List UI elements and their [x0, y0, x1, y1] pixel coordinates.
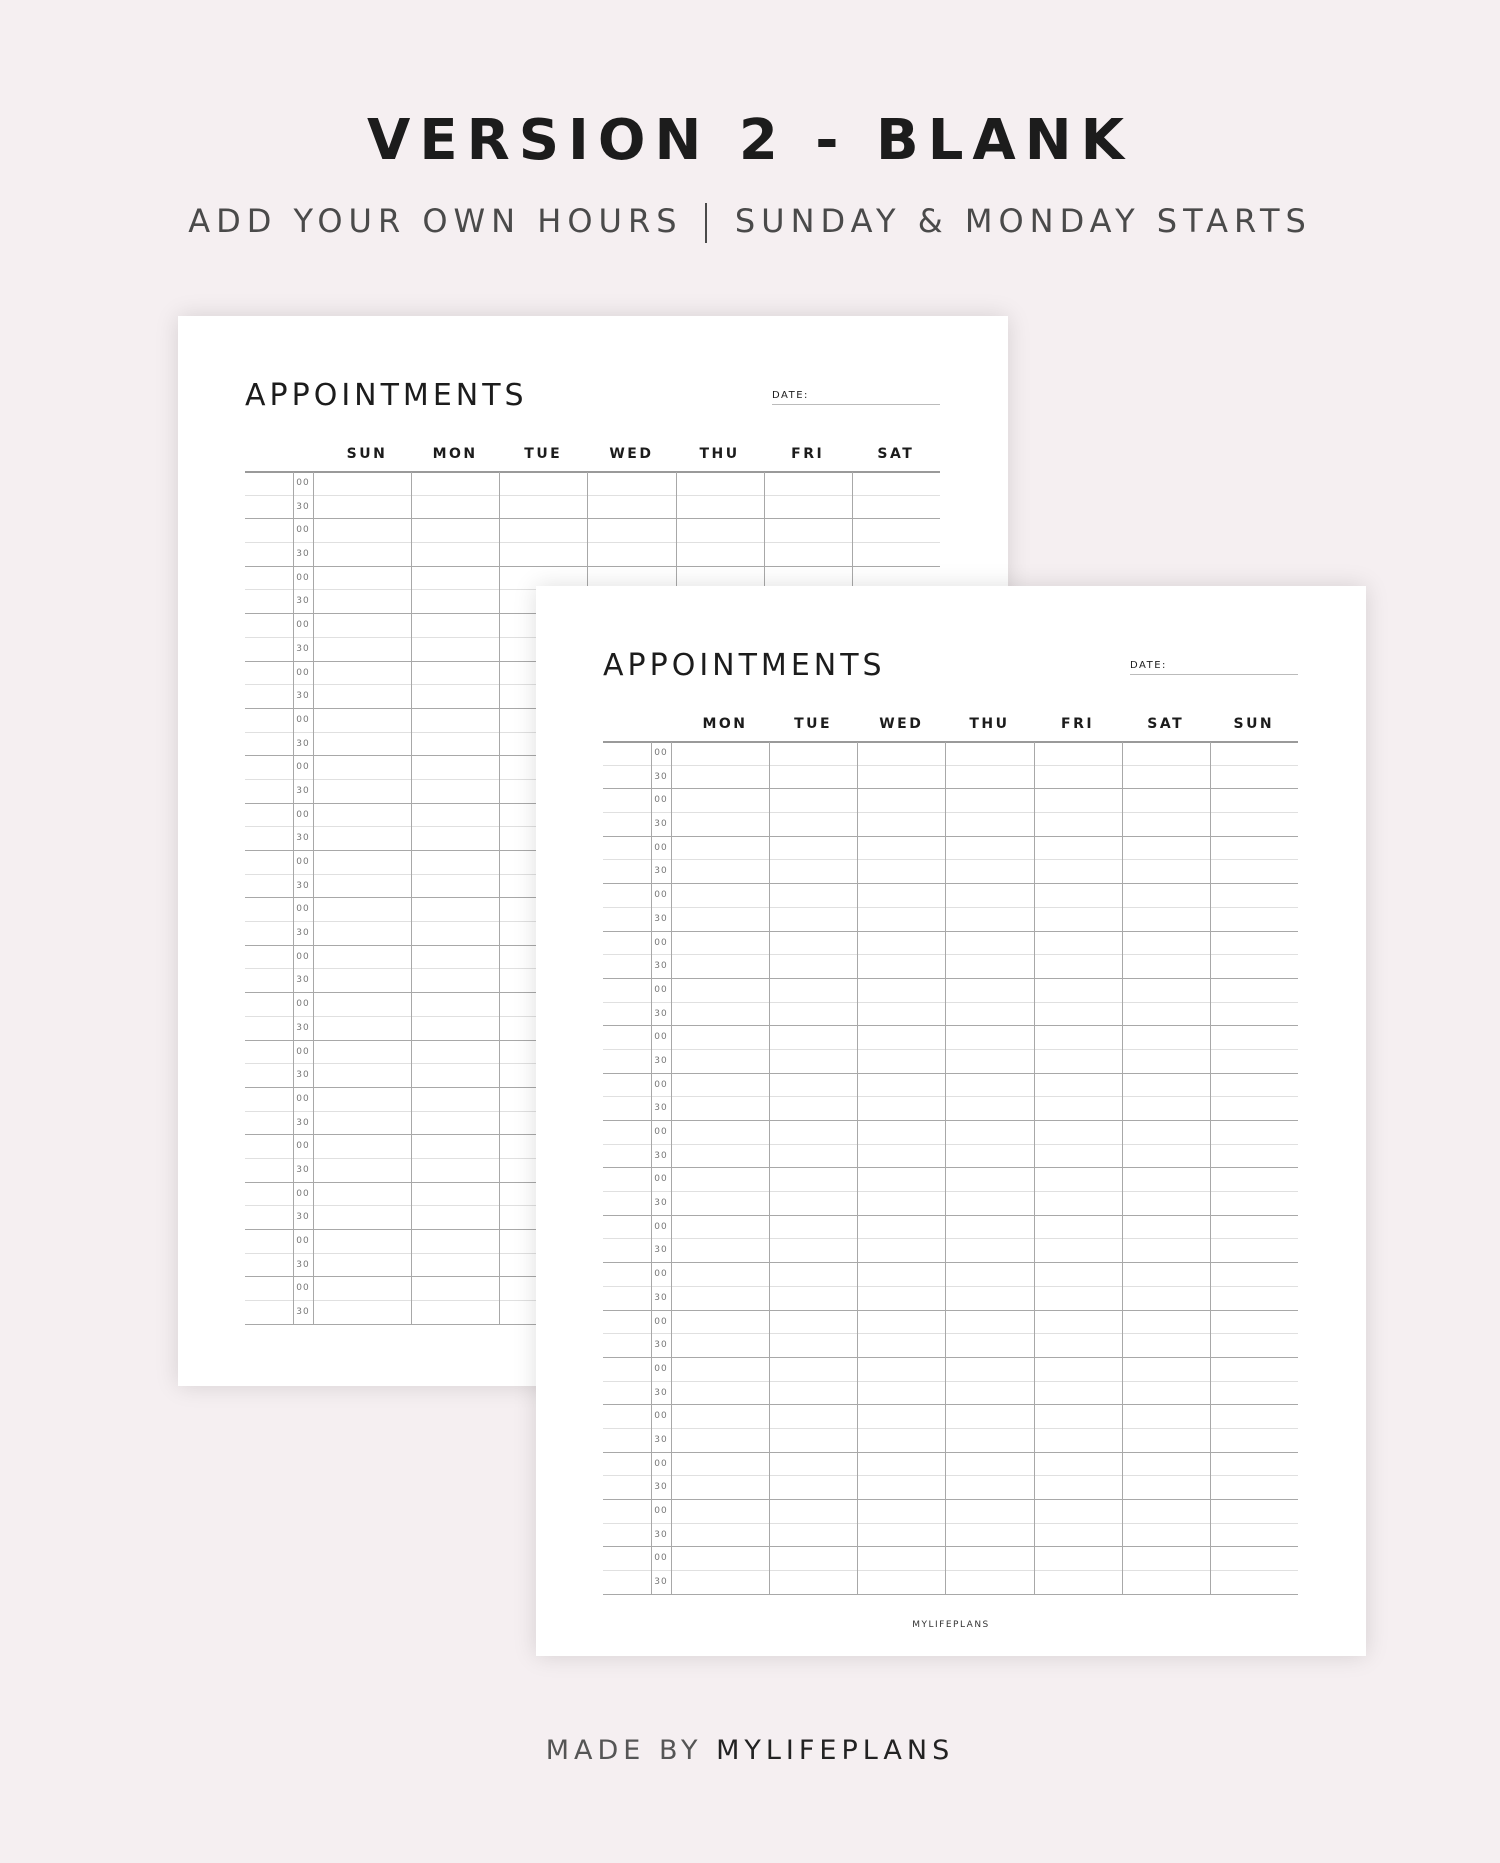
time-slot-row[interactable] — [245, 496, 940, 520]
day-header-sat: SAT — [1147, 716, 1185, 732]
time-slot-row[interactable] — [603, 1026, 1298, 1050]
day-header-sun: SUN — [1233, 716, 1275, 732]
day-header-thu: THU — [969, 716, 1010, 732]
slot-minute-label: 00 — [654, 1174, 668, 1185]
slot-minute-label: 00 — [654, 1221, 668, 1232]
time-slot-row[interactable] — [603, 1429, 1298, 1453]
day-header-wed: WED — [879, 716, 924, 732]
slot-minute-label: 00 — [296, 478, 310, 488]
slot-minute-label: 00 — [296, 951, 310, 962]
time-slot-row[interactable] — [603, 1145, 1298, 1169]
slot-minute-label: 30 — [654, 1434, 668, 1445]
slot-minute-label: 30 — [654, 866, 668, 877]
slot-minute-label: 30 — [296, 880, 310, 891]
slot-minute-label: 00 — [654, 748, 668, 758]
time-slot-row[interactable] — [603, 837, 1298, 861]
slot-minute-label: 00 — [296, 1093, 310, 1104]
column-divider — [499, 472, 500, 1325]
slot-minute-label: 30 — [654, 1482, 668, 1493]
slot-minute-label: 00 — [654, 1269, 668, 1280]
column-divider — [1122, 742, 1123, 1595]
slot-minute-label: 00 — [296, 620, 310, 631]
slot-minute-label: 30 — [654, 771, 668, 782]
slot-minute-label: 00 — [296, 714, 310, 725]
slot-minute-label: 00 — [296, 1188, 310, 1199]
slot-minute-label: 30 — [296, 1164, 310, 1175]
slot-minute-label: 30 — [296, 1307, 310, 1318]
slot-minute-label: 00 — [654, 795, 668, 806]
slot-minute-label: 30 — [654, 1103, 668, 1114]
headline: VERSION 2 - BLANK — [366, 108, 1134, 173]
subheading-right: SUNDAY & MONDAY STARTS — [734, 202, 1312, 240]
time-slot-row[interactable] — [603, 742, 1298, 766]
slot-minute-label: 30 — [296, 785, 310, 796]
day-header-thu: THU — [699, 446, 740, 462]
slot-minute-label: 00 — [296, 1141, 310, 1152]
slot-minute-label: 00 — [654, 842, 668, 853]
day-header-mon: MON — [432, 446, 478, 462]
subheading — [0, 202, 1500, 243]
slot-minute-label: 30 — [654, 1198, 668, 1209]
slot-minute-label: 00 — [654, 1363, 668, 1374]
time-slot-row[interactable] — [603, 1121, 1298, 1145]
time-slot-row[interactable] — [603, 1476, 1298, 1500]
column-divider — [857, 742, 858, 1595]
time-slot-row[interactable] — [603, 908, 1298, 932]
time-slot-row[interactable] — [603, 1287, 1298, 1311]
slot-minute-label: 30 — [654, 1008, 668, 1019]
slot-minute-label: 00 — [654, 1316, 668, 1327]
slot-minute-label: 30 — [296, 643, 310, 654]
date-field-line[interactable] — [1130, 674, 1298, 675]
slot-minute-label: 00 — [296, 857, 310, 867]
slot-minute-label: 30 — [654, 1150, 668, 1161]
slot-minute-label: 00 — [654, 937, 668, 948]
time-slot-row[interactable] — [603, 1216, 1298, 1240]
footer — [0, 1735, 1500, 1766]
time-slot-row[interactable] — [603, 1003, 1298, 1027]
time-slot-row[interactable] — [603, 1097, 1298, 1121]
time-slot-row[interactable] — [245, 472, 940, 496]
slot-minute-label: 30 — [654, 819, 668, 830]
slot-minute-label: 00 — [654, 1553, 668, 1564]
time-slot-row[interactable] — [603, 884, 1298, 908]
column-divider — [293, 472, 294, 1325]
slot-minute-label: 00 — [654, 1079, 668, 1090]
slot-minute-label: 30 — [654, 1055, 668, 1066]
slot-minute-label: 30 — [296, 975, 310, 986]
page-brand: MYLIFEPLANS — [912, 1620, 990, 1630]
subheading-divider — [705, 203, 707, 243]
day-header-tue: TUE — [524, 446, 563, 462]
slot-minute-label: 30 — [654, 1245, 668, 1256]
time-slot-row[interactable] — [603, 1547, 1298, 1571]
slot-minute-label: 30 — [296, 596, 310, 607]
slot-minute-label: 30 — [654, 913, 668, 924]
column-divider — [1210, 742, 1211, 1595]
time-slot-row[interactable] — [603, 766, 1298, 790]
time-slot-row[interactable] — [603, 1571, 1298, 1595]
day-header-sun: SUN — [346, 446, 388, 462]
slot-minute-label: 00 — [296, 525, 310, 536]
time-slot-row[interactable] — [603, 1168, 1298, 1192]
slot-minute-label: 30 — [296, 1259, 310, 1270]
slot-minute-label: 30 — [296, 1022, 310, 1033]
slot-minute-label: 00 — [654, 1458, 668, 1469]
slot-minute-label: 00 — [296, 1046, 310, 1057]
slot-minute-label: 30 — [296, 691, 310, 702]
day-header-sat: SAT — [877, 446, 915, 462]
column-divider — [651, 742, 652, 1595]
time-slot-row[interactable] — [603, 1192, 1298, 1216]
footer-brand: MYLIFEPLANS — [716, 1735, 955, 1766]
time-slot-row[interactable] — [603, 932, 1298, 956]
column-divider — [411, 472, 412, 1325]
date-label: DATE: — [1130, 660, 1167, 671]
slot-minute-label: 30 — [654, 1577, 668, 1588]
slot-minute-label: 00 — [296, 572, 310, 583]
planner-page-monday-start — [536, 586, 1366, 1656]
time-slot-row[interactable] — [245, 519, 940, 543]
slot-minute-label: 00 — [654, 984, 668, 995]
time-slot-row[interactable] — [603, 1263, 1298, 1287]
slot-minute-label: 00 — [296, 1283, 310, 1294]
time-slot-row[interactable] — [603, 860, 1298, 884]
footer-prefix: MADE BY — [545, 1735, 703, 1766]
slot-minute-label: 30 — [296, 833, 310, 844]
time-slot-row[interactable] — [245, 543, 940, 567]
slot-minute-label: 00 — [654, 1506, 668, 1516]
slot-minute-label: 00 — [296, 999, 310, 1010]
date-label: DATE: — [772, 390, 809, 401]
time-slot-row[interactable] — [603, 1500, 1298, 1524]
slot-minute-label: 30 — [654, 1292, 668, 1303]
slot-minute-label: 30 — [654, 1529, 668, 1540]
column-divider — [945, 742, 946, 1595]
time-slot-row[interactable] — [603, 979, 1298, 1003]
day-header-tue: TUE — [794, 716, 833, 732]
page-title: APPOINTMENTS — [603, 648, 886, 683]
slot-minute-label: 30 — [296, 1212, 310, 1223]
day-header-fri: FRI — [1061, 716, 1095, 732]
time-slot-row[interactable] — [603, 955, 1298, 979]
grid-header — [603, 706, 1298, 742]
slot-minute-label: 00 — [654, 1411, 668, 1422]
slot-minute-label: 00 — [654, 1127, 668, 1137]
time-slot-row[interactable] — [603, 1311, 1298, 1335]
slot-minute-label: 00 — [296, 1236, 310, 1246]
date-field-line[interactable] — [772, 404, 940, 405]
slot-minute-label: 00 — [296, 809, 310, 820]
slot-minute-label: 30 — [654, 1387, 668, 1398]
slot-minute-label: 30 — [296, 738, 310, 749]
slot-minute-label: 00 — [296, 762, 310, 773]
time-slot-row[interactable] — [603, 1453, 1298, 1477]
slot-minute-label: 30 — [296, 549, 310, 560]
slot-minute-label: 00 — [296, 667, 310, 678]
slot-minute-label: 00 — [654, 890, 668, 901]
column-divider — [313, 472, 314, 1325]
slot-minute-label: 30 — [654, 961, 668, 972]
grid-rows — [603, 742, 1298, 1595]
time-slot-row[interactable] — [603, 813, 1298, 837]
column-divider — [671, 742, 672, 1595]
page-title: APPOINTMENTS — [245, 378, 528, 413]
time-slot-row[interactable] — [603, 1405, 1298, 1429]
slot-minute-label: 30 — [296, 1117, 310, 1128]
slot-minute-label: 30 — [296, 501, 310, 512]
time-slot-row[interactable] — [603, 1382, 1298, 1406]
slot-minute-label: 30 — [296, 928, 310, 939]
column-divider — [1034, 742, 1035, 1595]
time-slot-row[interactable] — [603, 1050, 1298, 1074]
slot-minute-label: 30 — [296, 1070, 310, 1081]
slot-minute-label: 30 — [654, 1340, 668, 1351]
day-header-mon: MON — [702, 716, 748, 732]
slot-minute-label: 00 — [654, 1032, 668, 1043]
slot-minute-label: 00 — [296, 904, 310, 915]
appointment-grid — [603, 706, 1298, 1595]
time-slot-row[interactable] — [603, 1239, 1298, 1263]
subheading-left: ADD YOUR OWN HOURS — [188, 202, 683, 240]
day-header-wed: WED — [609, 446, 654, 462]
time-slot-row[interactable] — [603, 789, 1298, 813]
time-slot-row[interactable] — [603, 1524, 1298, 1548]
day-header-fri: FRI — [791, 446, 825, 462]
column-divider — [769, 742, 770, 1595]
time-slot-row[interactable] — [603, 1334, 1298, 1358]
time-slot-row[interactable] — [603, 1358, 1298, 1382]
grid-header — [245, 436, 940, 472]
time-slot-row[interactable] — [603, 1074, 1298, 1098]
